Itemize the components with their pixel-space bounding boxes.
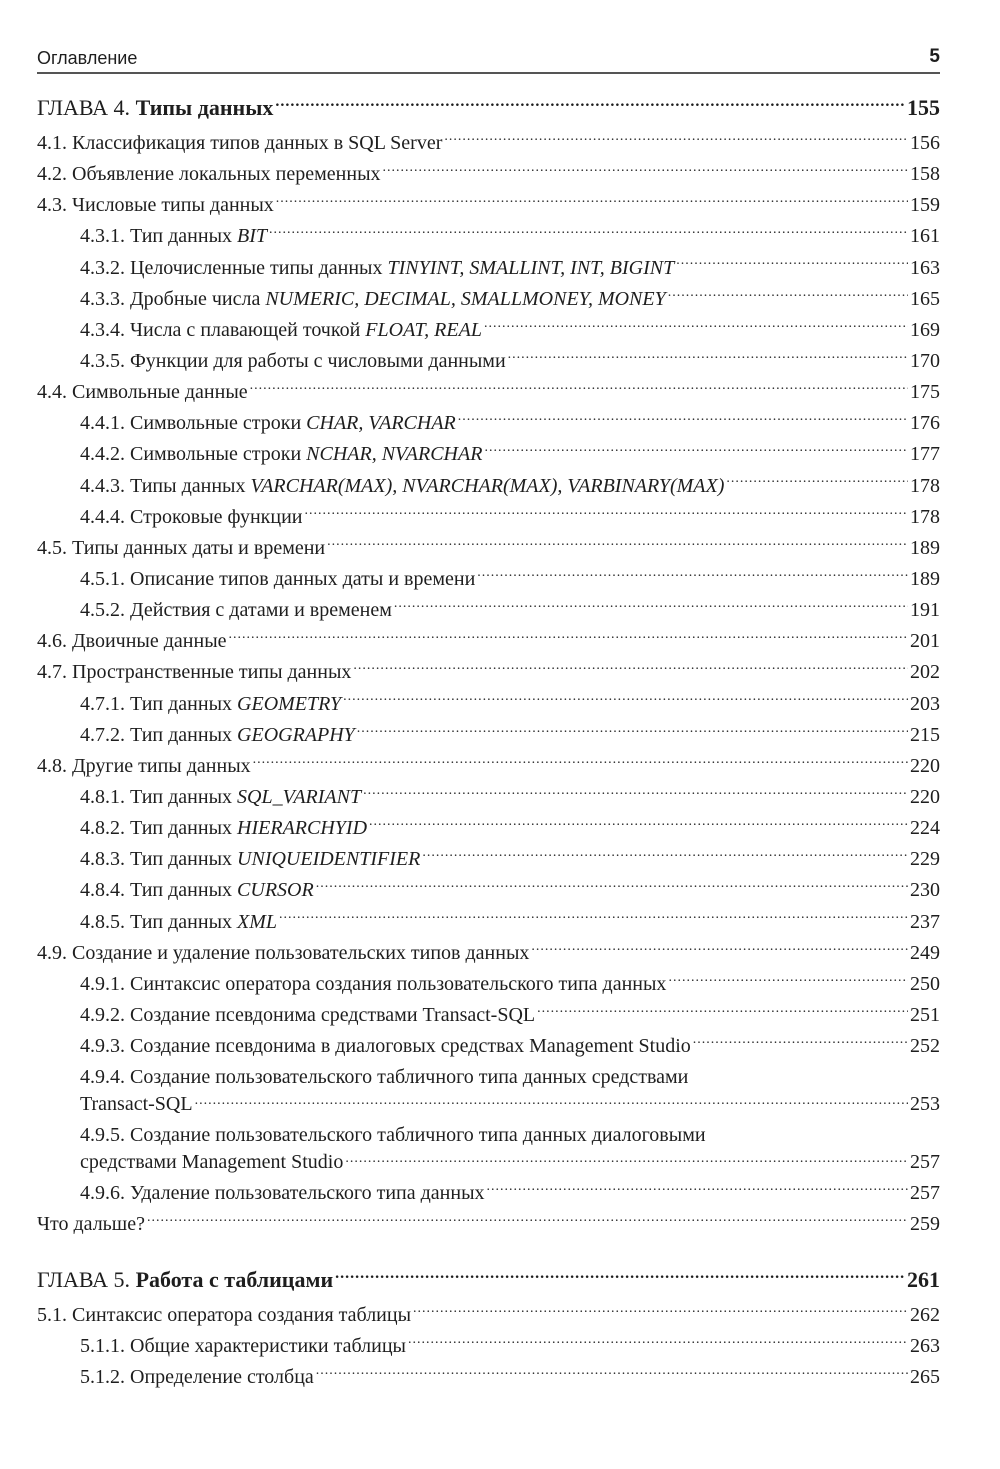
dot-leader bbox=[276, 191, 908, 211]
toc-entry[interactable] bbox=[37, 1062, 940, 1120]
entry-page: 169 bbox=[910, 318, 940, 341]
dot-leader bbox=[250, 378, 908, 398]
dot-leader bbox=[269, 222, 908, 242]
entry-code: NUMERIC, DECIMAL, SMALLMONEY, MONEY bbox=[265, 287, 666, 310]
entry-text bbox=[80, 315, 482, 346]
entry-page: 161 bbox=[910, 225, 940, 248]
entry-title: Числовые типы данных bbox=[72, 194, 274, 217]
dot-leader bbox=[676, 254, 908, 274]
entry-text bbox=[80, 439, 482, 470]
entry-number: 4.7. bbox=[37, 661, 67, 684]
entry-line-2 bbox=[80, 1090, 940, 1117]
entry-code: VARCHAR(MAX), NVARCHAR(MAX), VARBINARY(MAX) bbox=[250, 474, 725, 497]
dot-leader bbox=[253, 752, 908, 772]
dot-leader bbox=[693, 1032, 908, 1052]
dot-leader bbox=[345, 1148, 908, 1168]
entry-text bbox=[80, 1000, 535, 1031]
entry-number: 4.4.2. bbox=[80, 443, 125, 466]
entry-code: GEOMETRY bbox=[237, 692, 342, 715]
entry-page: 257 bbox=[910, 1151, 940, 1174]
chapter-title-text bbox=[37, 90, 273, 126]
entry-page: 224 bbox=[910, 817, 940, 840]
dot-leader bbox=[726, 472, 908, 492]
entry-text bbox=[80, 782, 361, 813]
toc-entry[interactable] bbox=[37, 969, 940, 1000]
entry-title: Тип данных bbox=[130, 692, 238, 715]
entry-title: Символьные строки bbox=[130, 412, 307, 435]
entry-title: Тип данных bbox=[130, 879, 238, 902]
toc-entry[interactable] bbox=[37, 1300, 940, 1331]
entry-title: Двоичные данные bbox=[72, 630, 227, 653]
entry-text bbox=[80, 689, 341, 720]
entry-code: XML bbox=[237, 910, 278, 933]
entry-title: Другие типы данных bbox=[72, 754, 251, 777]
toc-entry[interactable] bbox=[37, 595, 940, 626]
entry-code: TINYINT, SMALLINT, INT, BIGINT bbox=[387, 256, 675, 279]
entry-number: 4.6. bbox=[37, 630, 67, 653]
dot-leader bbox=[413, 1301, 908, 1321]
entry-title: Тип данных bbox=[130, 723, 238, 746]
entry-page: 249 bbox=[910, 941, 940, 964]
entry-number: 4.5.2. bbox=[80, 599, 125, 622]
header-title: Оглавление bbox=[37, 48, 138, 68]
entry-text bbox=[80, 720, 355, 751]
chapter-prefix: ГЛАВА 5. bbox=[37, 1267, 136, 1292]
entry-title: Символьные данные bbox=[72, 381, 248, 404]
dot-leader bbox=[487, 1179, 908, 1199]
entry-number: 4.5.1. bbox=[80, 567, 125, 590]
entry-number: 4.9.5. bbox=[80, 1124, 125, 1147]
entry-title: Числа с плавающей точкой bbox=[130, 318, 366, 341]
toc-entry[interactable] bbox=[37, 720, 940, 751]
entry-page: 253 bbox=[910, 1093, 940, 1116]
entry-page: 191 bbox=[910, 599, 940, 622]
entry-title: Тип данных bbox=[130, 910, 238, 933]
dot-leader bbox=[668, 285, 908, 305]
entry-number: 4.3.5. bbox=[80, 349, 125, 372]
dot-leader bbox=[316, 876, 908, 896]
entry-text bbox=[37, 938, 529, 969]
entry-text bbox=[80, 1066, 688, 1088]
entry-number: 4.8.5. bbox=[80, 910, 125, 933]
entry-line-2 bbox=[80, 1148, 940, 1175]
entry-title: Тип данных bbox=[130, 817, 238, 840]
entry-title: Тип данных bbox=[130, 225, 238, 248]
entry-title: Целочисленные типы данных bbox=[130, 256, 388, 279]
toc-entry[interactable] bbox=[37, 657, 940, 688]
entry-title: Тип данных bbox=[130, 785, 238, 808]
dot-leader bbox=[316, 1363, 908, 1383]
toc-entry[interactable] bbox=[37, 907, 940, 938]
dot-leader bbox=[279, 908, 908, 928]
entry-page: 257 bbox=[910, 1182, 940, 1205]
entry-number: 4.9.3. bbox=[80, 1035, 125, 1058]
entry-page: 259 bbox=[910, 1213, 940, 1236]
entry-text bbox=[80, 875, 314, 906]
entry-page: 189 bbox=[910, 536, 940, 559]
entry-page: 229 bbox=[910, 848, 940, 871]
entry-number: 4.8.1. bbox=[80, 785, 125, 808]
entry-page: 156 bbox=[910, 132, 940, 154]
toc-entry[interactable] bbox=[37, 377, 940, 408]
entry-title: Создание и удаление пользовательских типов данных bbox=[72, 941, 530, 964]
toc-entry[interactable] bbox=[37, 533, 940, 564]
entry-code: NCHAR, NVARCHAR bbox=[306, 443, 483, 466]
chapter-page: 261 bbox=[907, 1267, 940, 1292]
toc-entry[interactable] bbox=[37, 938, 940, 969]
dot-leader bbox=[484, 316, 908, 336]
entry-page: 175 bbox=[910, 381, 940, 404]
toc-entry[interactable] bbox=[37, 1120, 940, 1178]
entry-number: 4.8. bbox=[37, 754, 67, 777]
toc-entry[interactable] bbox=[37, 253, 940, 284]
chapter-4-toc bbox=[37, 90, 940, 1241]
entry-title-continued: Transact-SQL bbox=[80, 1093, 193, 1116]
entry-text bbox=[80, 471, 724, 502]
running-header bbox=[37, 46, 940, 74]
entry-page: 165 bbox=[910, 287, 940, 310]
toc-entry[interactable] bbox=[37, 1362, 940, 1393]
entry-number: 4.7.1. bbox=[80, 692, 125, 715]
chapter-heading[interactable] bbox=[37, 90, 940, 126]
entry-number: 5.1. bbox=[37, 1304, 67, 1326]
entry-title: Синтаксис оператора создания пользовательского типа данных bbox=[130, 972, 667, 995]
toc-entry[interactable] bbox=[37, 875, 940, 906]
entry-title: Тип данных bbox=[130, 848, 238, 871]
dot-leader bbox=[343, 690, 908, 710]
dot-leader bbox=[195, 1090, 908, 1110]
chapter-title: Типы данных bbox=[135, 95, 274, 120]
dot-leader bbox=[357, 721, 908, 741]
entry-page: 189 bbox=[910, 567, 940, 590]
entry-page: 159 bbox=[910, 194, 940, 217]
entry-text bbox=[80, 408, 456, 439]
entry-code: FLOAT, REAL bbox=[365, 318, 482, 341]
entry-text bbox=[37, 1209, 145, 1240]
toc-entry[interactable] bbox=[37, 1331, 940, 1362]
dot-leader bbox=[408, 1332, 908, 1352]
header-page-number: 5 bbox=[929, 46, 940, 67]
entry-number: 4.8.3. bbox=[80, 848, 125, 871]
chapter-title-text bbox=[37, 1262, 333, 1298]
entry-title: Объявление локальных переменных bbox=[72, 163, 381, 186]
entry-title: Функции для работы с числовыми данными bbox=[130, 349, 506, 372]
toc-entry[interactable] bbox=[37, 471, 940, 502]
toc-entry[interactable] bbox=[37, 689, 940, 720]
dot-leader bbox=[369, 814, 908, 834]
entry-code: CURSOR bbox=[237, 879, 314, 902]
chapter-heading[interactable] bbox=[37, 1262, 940, 1298]
entry-number: 5.1.1. bbox=[80, 1335, 125, 1358]
dot-leader bbox=[147, 1210, 908, 1230]
entry-number: 4.2. bbox=[37, 163, 67, 186]
entry-number: 4.9.6. bbox=[80, 1182, 125, 1205]
entry-page: 230 bbox=[910, 879, 940, 902]
entry-title: Строковые функции bbox=[130, 505, 303, 528]
entry-text bbox=[80, 844, 420, 875]
entry-text bbox=[80, 1178, 485, 1209]
dot-leader bbox=[394, 596, 908, 616]
entry-text bbox=[37, 626, 227, 657]
entry-title: Создание псевдонима средствами Transact-SQL bbox=[130, 1003, 536, 1026]
entry-page: 177 bbox=[910, 443, 940, 466]
toc-entry[interactable] bbox=[37, 813, 940, 844]
entry-page: 220 bbox=[910, 754, 940, 777]
entry-text bbox=[37, 1300, 411, 1331]
chapter-page: 155 bbox=[907, 95, 940, 120]
entry-number: 4.8.2. bbox=[80, 817, 125, 840]
entry-title: Создание пользовательского табличного типа данных диалоговыми bbox=[130, 1124, 706, 1147]
entry-page: 163 bbox=[910, 256, 940, 279]
entry-title: Определение столбца bbox=[130, 1366, 314, 1389]
toc-entry[interactable] bbox=[37, 564, 940, 595]
entry-page: 202 bbox=[910, 661, 940, 684]
entry-title: Что дальше? bbox=[37, 1213, 145, 1236]
entry-text bbox=[37, 159, 381, 190]
toc-entry[interactable] bbox=[37, 439, 940, 470]
toc-entry[interactable] bbox=[37, 346, 940, 377]
entry-title: Пространственные типы данных bbox=[72, 661, 352, 684]
toc-entry[interactable] bbox=[37, 782, 940, 813]
entry-number: 4.3.3. bbox=[80, 287, 125, 310]
entry-code: SQL_VARIANT bbox=[237, 785, 362, 808]
entry-number: 4.9.1. bbox=[80, 972, 125, 995]
dot-leader bbox=[229, 627, 908, 647]
entry-code: HIERARCHYID bbox=[237, 817, 368, 840]
entry-number: 5.1.2. bbox=[80, 1366, 125, 1389]
entry-page: 176 bbox=[910, 412, 940, 435]
entry-text bbox=[80, 813, 367, 844]
entry-text bbox=[37, 128, 442, 159]
entry-page: 178 bbox=[910, 474, 940, 497]
entry-code: GEOGRAPHY bbox=[237, 723, 355, 746]
toc-entry[interactable] bbox=[37, 1178, 940, 1209]
entry-code: UNIQUEIDENTIFIER bbox=[237, 848, 421, 871]
toc-entry[interactable] bbox=[37, 315, 940, 346]
entry-text bbox=[80, 1031, 691, 1062]
entry-number: 4.9.2. bbox=[80, 1003, 125, 1026]
dot-leader bbox=[444, 129, 908, 149]
entry-text bbox=[37, 751, 251, 782]
entry-text bbox=[80, 1362, 314, 1393]
entry-number: 4.4.3. bbox=[80, 474, 125, 497]
entry-title: Дробные числа bbox=[130, 287, 266, 310]
entry-number: 4.5. bbox=[37, 536, 67, 559]
toc-entry[interactable] bbox=[37, 128, 940, 159]
dot-leader bbox=[484, 440, 908, 460]
dot-leader bbox=[508, 347, 908, 367]
toc-entry[interactable] bbox=[37, 1000, 940, 1031]
toc-entry[interactable] bbox=[37, 626, 940, 657]
entry-page: 178 bbox=[910, 505, 940, 528]
entry-text bbox=[80, 502, 303, 533]
entry-text bbox=[37, 533, 325, 564]
entry-code: BIT bbox=[237, 225, 268, 248]
entry-page: 251 bbox=[910, 1003, 940, 1026]
entry-number: 4.3.1. bbox=[80, 225, 125, 248]
entry-text bbox=[37, 657, 351, 688]
dot-leader bbox=[458, 409, 908, 429]
entry-title: Создание псевдонима в диалоговых средствах Management Studio bbox=[130, 1035, 691, 1058]
dot-leader bbox=[422, 845, 908, 865]
entry-page: 237 bbox=[910, 910, 940, 933]
entry-page: 170 bbox=[910, 349, 940, 372]
chapter-title: Работа с таблицами bbox=[135, 1267, 334, 1292]
entry-page: 263 bbox=[910, 1335, 940, 1358]
toc-entry[interactable] bbox=[37, 1209, 940, 1240]
dot-leader bbox=[363, 783, 908, 803]
dot-leader bbox=[668, 970, 908, 990]
dot-leader bbox=[327, 534, 908, 554]
entry-text bbox=[80, 284, 666, 315]
dot-leader bbox=[537, 1001, 908, 1021]
entry-number: 4.8.4. bbox=[80, 879, 125, 902]
dot-leader bbox=[383, 160, 908, 180]
entry-page: 265 bbox=[910, 1366, 940, 1389]
entry-number: 4.4.1. bbox=[80, 412, 125, 435]
entry-text bbox=[80, 346, 506, 377]
entry-number: 4.4.4. bbox=[80, 505, 125, 528]
toc-entry[interactable] bbox=[37, 284, 940, 315]
entry-text bbox=[80, 595, 392, 626]
entry-text bbox=[80, 221, 267, 252]
entry-number: 4.3.2. bbox=[80, 256, 125, 279]
entry-title: Описание типов данных даты и времени bbox=[130, 567, 476, 590]
entry-text bbox=[80, 1331, 406, 1362]
chapter-prefix: ГЛАВА 4. bbox=[37, 95, 136, 120]
entry-title: Синтаксис оператора создания таблицы bbox=[72, 1304, 412, 1326]
entry-page: 220 bbox=[910, 785, 940, 808]
entry-page: 158 bbox=[910, 163, 940, 186]
toc-entry[interactable] bbox=[37, 408, 940, 439]
entry-page: 215 bbox=[910, 723, 940, 746]
entry-number: 4.9.4. bbox=[80, 1066, 125, 1089]
entry-page: 203 bbox=[910, 692, 940, 715]
toc-entry[interactable] bbox=[37, 502, 940, 533]
entry-number: 4.1. bbox=[37, 132, 67, 154]
entry-title: Действия с датами и временем bbox=[130, 599, 392, 622]
entry-number: 4.9. bbox=[37, 941, 67, 964]
entry-title: Общие характеристики таблицы bbox=[130, 1335, 406, 1358]
entry-number: 4.3. bbox=[37, 194, 67, 217]
entry-text bbox=[37, 377, 248, 408]
entry-code: CHAR, VARCHAR bbox=[306, 412, 456, 435]
entry-page: 250 bbox=[910, 972, 940, 995]
entry-title: Классификация типов данных в SQL Server bbox=[72, 132, 443, 154]
entry-title-continued: средствами Management Studio bbox=[80, 1151, 344, 1174]
entry-text bbox=[37, 190, 274, 221]
entry-text bbox=[80, 564, 475, 595]
toc-entry[interactable] bbox=[37, 221, 940, 252]
entry-title: Типы данных даты и времени bbox=[72, 536, 326, 559]
dot-leader bbox=[531, 939, 908, 959]
entry-page: 262 bbox=[910, 1304, 940, 1326]
dot-leader bbox=[275, 93, 905, 115]
entry-title: Типы данных bbox=[130, 474, 251, 497]
dot-leader bbox=[353, 658, 908, 678]
dot-leader bbox=[477, 565, 908, 585]
toc-entry[interactable] bbox=[37, 1031, 940, 1062]
dot-leader bbox=[335, 1265, 905, 1287]
entry-title: Удаление пользовательского типа данных bbox=[130, 1182, 485, 1205]
toc-entry[interactable] bbox=[37, 190, 940, 221]
entry-page: 201 bbox=[910, 630, 940, 653]
entry-text bbox=[80, 253, 674, 284]
entry-text bbox=[80, 1124, 706, 1146]
toc-entry[interactable] bbox=[37, 751, 940, 782]
entry-number: 4.3.4. bbox=[80, 318, 125, 341]
entry-title: Создание пользовательского табличного типа данных средствами bbox=[130, 1066, 689, 1089]
dot-leader bbox=[305, 503, 908, 523]
entry-page: 252 bbox=[910, 1035, 940, 1058]
entry-text bbox=[80, 907, 277, 938]
entry-number: 4.7.2. bbox=[80, 723, 125, 746]
entry-text bbox=[80, 969, 666, 1000]
toc-entry[interactable] bbox=[37, 159, 940, 190]
chapter-5-toc bbox=[37, 1262, 940, 1393]
entry-number: 4.4. bbox=[37, 381, 67, 404]
toc-entry[interactable] bbox=[37, 844, 940, 875]
entry-title: Символьные строки bbox=[130, 443, 307, 466]
